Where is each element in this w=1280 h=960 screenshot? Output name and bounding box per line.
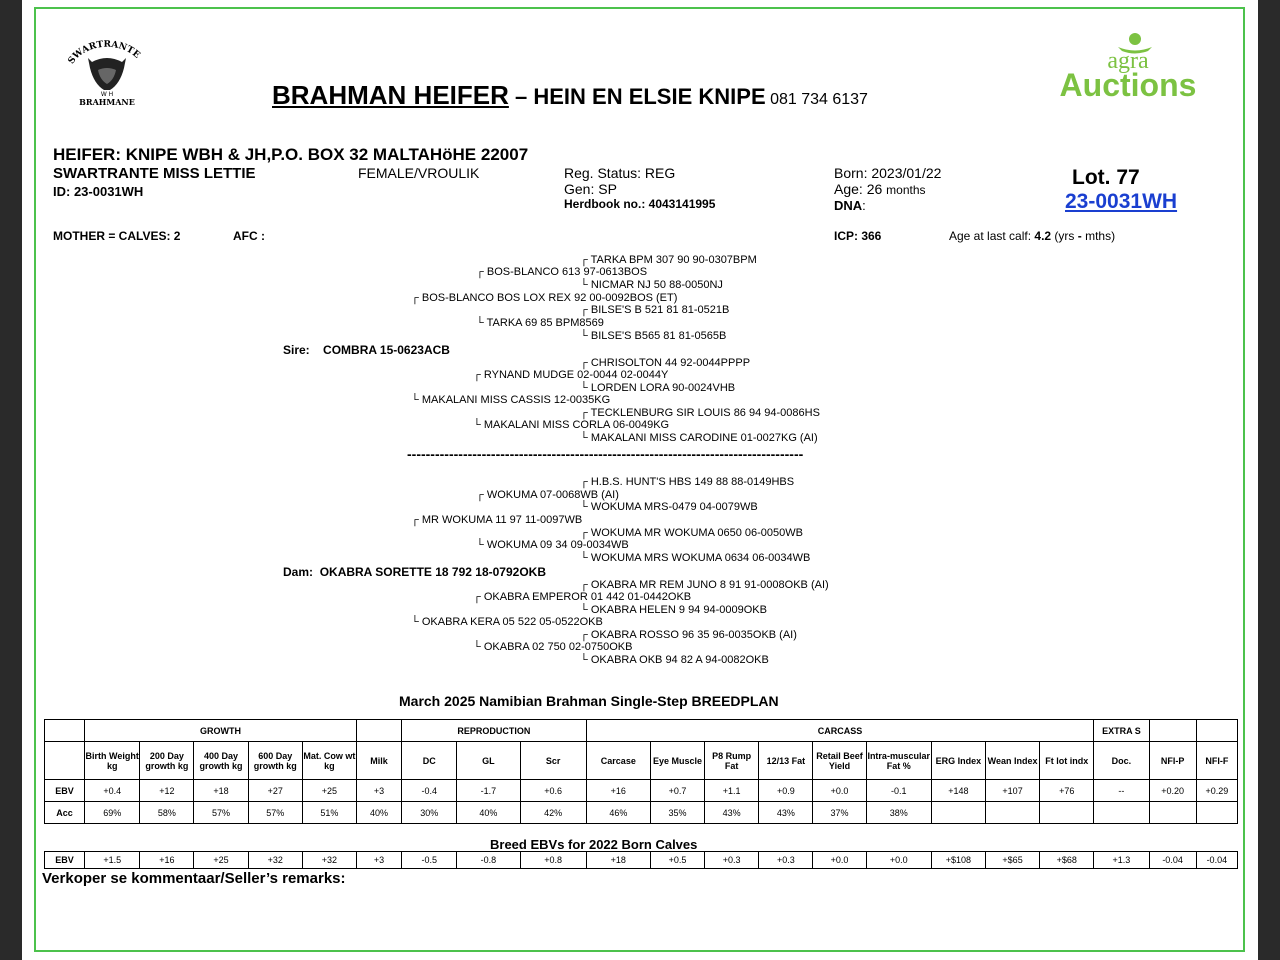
ebv-row <box>45 780 1238 802</box>
animal-id: ID: 23-0031WH <box>53 184 144 199</box>
ebv-cell: +76 <box>1040 780 1094 802</box>
pedigree-entry: ┌ WOKUMA MR WOKUMA 0650 06-0050WB <box>580 527 803 539</box>
gen-label: Gen: SP <box>564 181 617 197</box>
ebv-cell: +0.0 <box>813 780 866 802</box>
acc-cell: 38% <box>866 802 931 824</box>
breed-ebv-cell: +18 <box>586 852 650 869</box>
acc-cell <box>985 802 1039 824</box>
breed-ebv-cell: -0.8 <box>457 852 520 869</box>
pedigree-entry: └ OKABRA 02 750 02-0750OKB <box>473 641 633 653</box>
icp-value: ICP: 366 <box>834 229 882 243</box>
page-title <box>272 80 868 111</box>
logo-bottom-text: BRAHMANE <box>79 97 135 107</box>
column-header: Retail Beef Yield <box>813 742 866 780</box>
logo-top-text: SWARTRANTE <box>66 39 142 67</box>
breed-ebv-cell: +32 <box>248 852 302 869</box>
column-header: 12/13 Fat <box>759 742 813 780</box>
heifer-owner-line: HEIFER: KNIPE WBH & JH,P.O. BOX 32 MALTAHöHE 22007 <box>53 145 529 164</box>
breed-ebv-cell: +$108 <box>931 852 985 869</box>
pedigree-entry: ┌ OKABRA ROSSO 96 35 96-0035OKB (AI) <box>580 629 797 641</box>
ebv-cell: +27 <box>248 780 302 802</box>
column-header: Scr <box>520 742 586 780</box>
breed-ebv-cell: +1.5 <box>85 852 140 869</box>
breed-ebv-cell: -0.5 <box>402 852 457 869</box>
acc-cell: 35% <box>650 802 704 824</box>
column-header: Birth Weight kg <box>85 742 140 780</box>
agra-text: agra <box>1107 48 1149 74</box>
group-extra: EXTRA S <box>1094 720 1149 742</box>
ebv-cell: +3 <box>356 780 401 802</box>
animal-name: SWARTRANTE MISS LETTIE <box>53 165 256 182</box>
acc-cell: 51% <box>302 802 356 824</box>
age-months: Age: 26 months <box>834 181 926 197</box>
acc-cell: 42% <box>520 802 586 824</box>
pedigree-entry: └ NICMAR NJ 50 88-0050NJ <box>580 279 723 291</box>
ebv-cell: +0.6 <box>520 780 586 802</box>
empty-cell <box>45 720 85 742</box>
breed-ebv-title: Breed EBVs for 2022 Born Calves <box>490 837 698 852</box>
breed-ebv-row <box>45 852 1238 869</box>
group-header-row <box>45 720 1238 742</box>
ebv-cell: +18 <box>194 780 248 802</box>
breed-ebv-cell: +1.3 <box>1094 852 1149 869</box>
row-label: EBV <box>45 852 85 869</box>
acc-cell: 46% <box>586 802 650 824</box>
row-label: Acc <box>45 802 85 824</box>
mother-calves: MOTHER = CALVES: 2 <box>53 229 181 243</box>
pedigree-entry: └ WOKUMA MRS WOKUMA 0634 06-0034WB <box>580 552 811 564</box>
pedigree-separator: ------------------------------------------------------------------------------------- <box>407 446 804 462</box>
pedigree-entry: └ MAKALANI MISS CARODINE 01-0027KG (AI) <box>580 432 818 444</box>
pedigree-entry: ┌ H.B.S. HUNT'S HBS 149 88 88-0149HBS <box>580 476 795 488</box>
age-last-calf: Age at last calf: 4.2 (yrs - mths) <box>949 229 1116 243</box>
pedigree-entry: ┌ BOS-BLANCO 613 97-0613BOS <box>476 266 648 278</box>
column-header: 400 Day growth kg <box>194 742 248 780</box>
column-header: 200 Day growth kg <box>140 742 194 780</box>
breed-ebv-cell: +32 <box>302 852 356 869</box>
breed-ebv-cell: +0.8 <box>520 852 586 869</box>
acc-row <box>45 802 1238 824</box>
pedigree-entry: └ WOKUMA 09 34 09-0034WB <box>476 539 629 551</box>
breed-ebv-cell: +$68 <box>1040 852 1094 869</box>
swartrante-logo <box>62 36 152 108</box>
ebv-cell: +107 <box>985 780 1039 802</box>
pedigree-entry: ┌ MR WOKUMA 11 97 11-0097WB <box>411 514 583 526</box>
acc-cell: 37% <box>813 802 866 824</box>
ebv-cell: +0.4 <box>85 780 140 802</box>
document-page <box>22 0 1258 960</box>
breed-ebv-cell: +0.3 <box>759 852 813 869</box>
acc-cell <box>1149 802 1196 824</box>
pedigree-entry: └ MAKALANI MISS CORLA 06-0049KG <box>473 419 670 431</box>
pedigree-entry: ┌ RYNAND MUDGE 02-0044 02-0044Y <box>473 369 669 381</box>
breed-ebv-table <box>44 851 1238 869</box>
title-main: BRAHMAN HEIFER <box>272 80 509 110</box>
breed-ebv-cell: +$65 <box>985 852 1039 869</box>
breed-ebv-cell: -0.04 <box>1196 852 1237 869</box>
pedigree-entry: └ OKABRA OKB 94 82 A 94-0082OKB <box>580 654 769 666</box>
sire-line: Sire: COMBRA 15-0623ACB <box>283 343 450 357</box>
ebv-cell: +1.1 <box>705 780 759 802</box>
afc-label: AFC : <box>233 229 265 243</box>
title-rest: – HEIN EN ELSIE KNIPE <box>508 84 766 109</box>
acc-cell: 69% <box>85 802 140 824</box>
pedigree-entry: ┌ BOS-BLANCO BOS LOX REX 92 00-0092BOS (ET) <box>411 292 678 304</box>
pedigree-entry: └ BILSE'S B565 81 81-0565B <box>580 330 727 342</box>
empty-cell <box>1196 720 1237 742</box>
empty-cell <box>45 742 85 780</box>
column-header: NFI-F <box>1196 742 1237 780</box>
column-header: NFI-P <box>1149 742 1196 780</box>
column-header: Ft lot indx <box>1040 742 1094 780</box>
breedplan-table <box>44 719 1238 824</box>
acc-cell: 58% <box>140 802 194 824</box>
ebv-cell: +0.7 <box>650 780 704 802</box>
pedigree-entry: ┌ TARKA BPM 307 90 90-0307BPM <box>580 254 757 266</box>
pedigree-entry: ┌ TECKLENBURG SIR LOUIS 86 94 94-0086HS <box>580 407 820 419</box>
breed-ebv-cell: +0.0 <box>813 852 866 869</box>
agra-auctions-logo <box>1036 30 1218 100</box>
breed-ebv-cell: +16 <box>140 852 194 869</box>
pedigree-entry: └ TARKA 69 85 BPM8569 <box>476 317 604 329</box>
ebv-cell: +0.20 <box>1149 780 1196 802</box>
reg-status: Reg. Status: REG <box>564 165 676 181</box>
dam-line: Dam: OKABRA SORETTE 18 792 18-0792OKB <box>283 565 546 579</box>
column-header: P8 Rump Fat <box>705 742 759 780</box>
column-header: GL <box>457 742 520 780</box>
ebv-cell: -0.1 <box>866 780 931 802</box>
column-header: Milk <box>356 742 401 780</box>
group-reproduction: REPRODUCTION <box>402 720 587 742</box>
acc-cell: 30% <box>402 802 457 824</box>
column-header: 600 Day growth kg <box>248 742 302 780</box>
pedigree-entry: └ LORDEN LORA 90-0024VHB <box>580 382 736 394</box>
group-growth: GROWTH <box>85 720 357 742</box>
ebv-cell: +0.9 <box>759 780 813 802</box>
column-header: Intra-muscular Fat % <box>866 742 931 780</box>
empty-cell <box>356 720 401 742</box>
column-header: Doc. <box>1094 742 1149 780</box>
acc-cell <box>931 802 985 824</box>
acc-cell: 40% <box>457 802 520 824</box>
acc-cell <box>1196 802 1237 824</box>
column-header: Wean Index <box>985 742 1039 780</box>
pedigree-entry: ┌ OKABRA EMPEROR 01 442 01-0442OKB <box>473 591 692 603</box>
lot-id-link[interactable]: 23-0031WH <box>1065 190 1178 213</box>
acc-cell <box>1040 802 1094 824</box>
ebv-cell: -1.7 <box>457 780 520 802</box>
column-header: ERG Index <box>931 742 985 780</box>
lot-number: Lot. 77 <box>1072 166 1140 189</box>
pedigree-entry: ┌ WOKUMA 07-0068WB (AI) <box>476 489 619 501</box>
acc-cell: 57% <box>194 802 248 824</box>
auctions-text: Auctions <box>1059 67 1197 100</box>
ebv-cell: +16 <box>586 780 650 802</box>
phone-number: 081 734 6137 <box>765 91 868 108</box>
empty-cell <box>1149 720 1196 742</box>
row-label: EBV <box>45 780 85 802</box>
sex-label: FEMALE/VROULIK <box>358 165 480 181</box>
pedigree-entry: ┌ BILSE'S B 521 81 81-0521B <box>580 304 730 316</box>
breedplan-title: March 2025 Namibian Brahman Single-Step BREEDPLAN <box>399 693 779 709</box>
acc-cell: 43% <box>759 802 813 824</box>
breed-ebv-cell: +0.0 <box>866 852 931 869</box>
column-header-row <box>45 742 1238 780</box>
group-carcass: CARCASS <box>586 720 1094 742</box>
breed-ebv-cell: -0.04 <box>1149 852 1196 869</box>
ebv-cell: +12 <box>140 780 194 802</box>
column-header: DC <box>402 742 457 780</box>
breed-ebv-cell: +0.5 <box>650 852 704 869</box>
ebv-cell: -- <box>1094 780 1149 802</box>
acc-cell: 57% <box>248 802 302 824</box>
born-date: Born: 2023/01/22 <box>834 165 942 181</box>
pedigree-entry: └ OKABRA HELEN 9 94 94-0009OKB <box>580 604 767 616</box>
ebv-cell: -0.4 <box>402 780 457 802</box>
acc-cell: 40% <box>356 802 401 824</box>
pedigree-entry: ┌ CHRISOLTON 44 92-0044PPPP <box>580 357 751 369</box>
ebv-cell: +25 <box>302 780 356 802</box>
acc-cell: 43% <box>705 802 759 824</box>
sellers-remarks-label: Verkoper se kommentaar/Seller’s remarks: <box>42 870 346 887</box>
pedigree-entry: └ OKABRA KERA 05 522 05-0522OKB <box>411 616 603 628</box>
column-header: Carcase <box>586 742 650 780</box>
herdbook-number: Herdbook no.: 4043141995 <box>564 197 716 211</box>
ebv-cell: +148 <box>931 780 985 802</box>
column-header: Mat. Cow wt kg <box>302 742 356 780</box>
ebv-cell: +0.29 <box>1196 780 1237 802</box>
breed-ebv-cell: +0.3 <box>705 852 759 869</box>
breed-ebv-cell: +3 <box>356 852 401 869</box>
acc-cell <box>1094 802 1149 824</box>
pedigree-entry: └ WOKUMA MRS-0479 04-0079WB <box>580 501 758 513</box>
breed-ebv-cell: +25 <box>194 852 248 869</box>
dna-label: DNA: <box>834 198 866 213</box>
logo-mid-text: W H <box>100 91 114 98</box>
column-header: Eye Muscle <box>650 742 704 780</box>
pedigree-entry: └ MAKALANI MISS CASSIS 12-0035KG <box>411 394 611 406</box>
pedigree-entry: ┌ OKABRA MR REM JUNO 8 91 91-0008OKB (AI) <box>580 579 829 591</box>
